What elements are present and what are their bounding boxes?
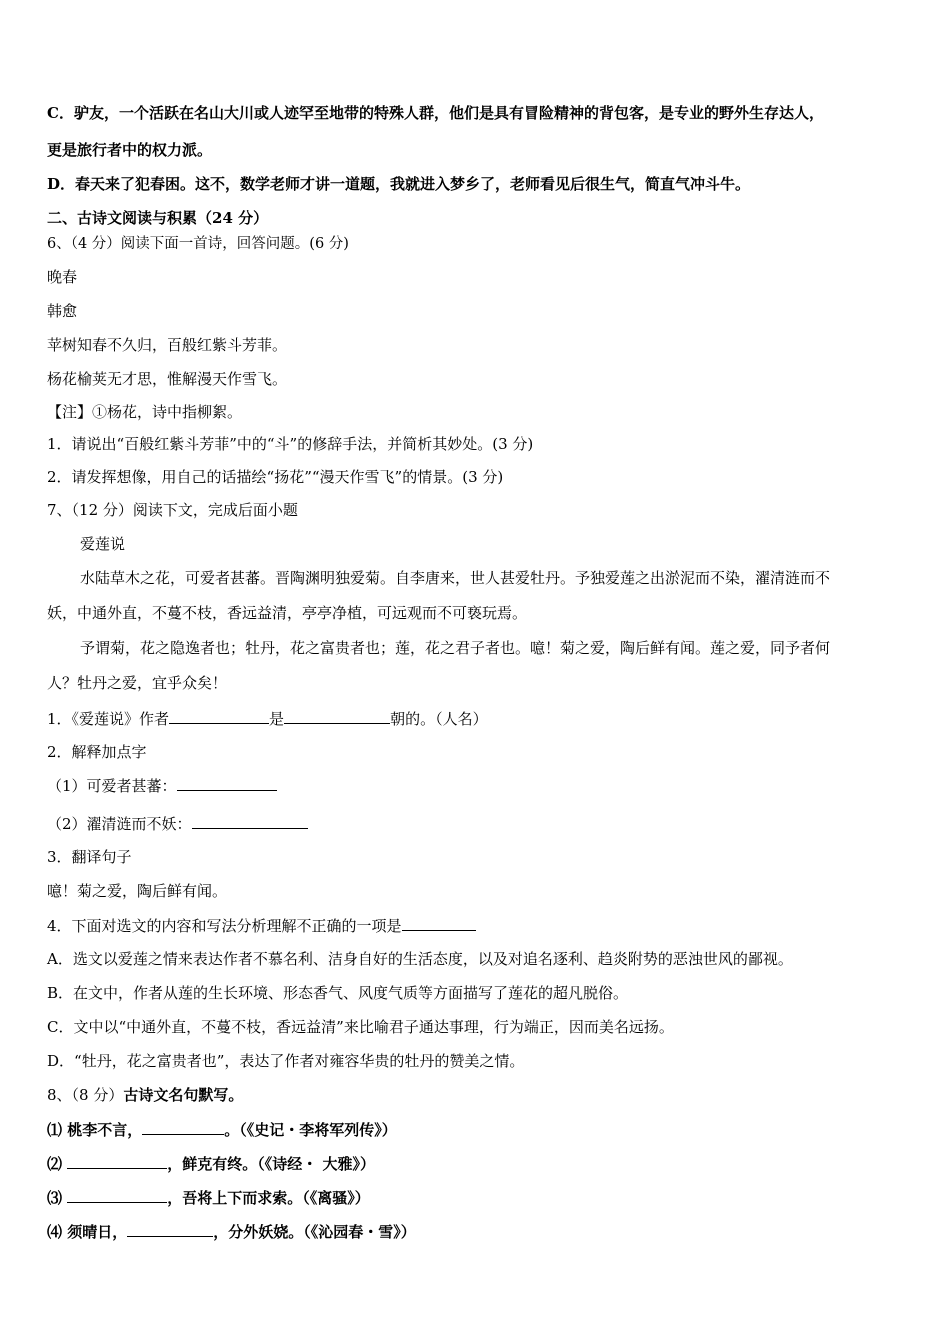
text-para2-line2: 人？牡丹之爱，宜乎众矣！ (47, 674, 228, 692)
q7-option-a: A．选文以爱莲之情来表达作者不慕名利、洁身自好的生活态度，以及对追名逐利、趋炎附势的恶浊世风的鄙视。 (47, 950, 793, 968)
q7-sub2-item1-label: （1）可爱者甚蕃： (47, 777, 177, 795)
q7-sub1-prefix: 1．《爱莲说》作者 (47, 710, 170, 728)
q8-intro (47, 1085, 243, 1105)
text-title: 爱莲说 (80, 535, 126, 553)
q7-sub1 (47, 708, 488, 729)
q8-item-4 (47, 1221, 416, 1242)
poem-author: 韩愈 (47, 302, 78, 320)
q7-sub3-sentence: 噫！菊之爱，陶后鲜有闻。 (47, 882, 228, 900)
q6-sub1: 1．请说出“百般红紫斗芳菲”中的“斗”的修辞手法，并简析其妙处。(3 分) (47, 435, 534, 453)
q8-item4-suffix: ，分外妖娆。（《沁园春・雪》） (213, 1223, 416, 1241)
answer-blank-q8-3[interactable] (67, 1187, 167, 1203)
q7-intro: 7、（12 分）阅读下文，完成后面小题 (47, 501, 298, 519)
poem-note: 【注】①杨花，诗中指柳絮。 (47, 403, 243, 421)
q6-sub2: 2．请发挥想像，用自己的话描绘“扬花”“漫天作雪飞”的情景。(3 分) (47, 468, 504, 486)
q7-option-c: C．文中以“中通外直，不蔓不枝，香远益清”来比喻君子通达事理，行为端正，因而美名远扬。 (47, 1018, 674, 1036)
q7-sub2-item2-label: （2）濯清涟而不妖： (47, 815, 192, 833)
section-heading: 二、古诗文阅读与积累（24 分） (47, 209, 269, 227)
q8-item-2 (47, 1153, 375, 1174)
q7-sub2: 2．解释加点字 (47, 743, 147, 761)
answer-blank-dynasty[interactable] (284, 708, 390, 724)
q5-option-d: D．春天来了犯春困。这不，数学老师才讲一道题，我就进入梦乡了，老师看见后很生气，简直气冲斗牛。 (47, 175, 751, 193)
answer-blank-q8-2[interactable] (67, 1153, 167, 1169)
answer-blank-author[interactable] (169, 708, 269, 724)
q7-sub2-item2 (47, 813, 308, 834)
q7-sub2-item1 (47, 775, 277, 796)
q7-option-b: B．在文中，作者从莲的生长环境、形态香气、风度气质等方面描写了莲花的超凡脱俗。 (47, 984, 629, 1002)
q8-item3-prefix: ⑶ (47, 1189, 68, 1207)
q8-item1-suffix: 。（《史记・李将军列传》） (224, 1121, 397, 1139)
q6-intro: 6、（4 分）阅读下面一首诗，回答问题。(6 分) (47, 236, 349, 252)
q8-item-3 (47, 1187, 370, 1208)
poem-line-1: 苹树知春不久归，百般红紫斗芳菲。 (47, 336, 288, 354)
q7-sub1-mid: 是 (269, 710, 285, 728)
q8-item3-suffix: ，吾将上下而求索。（《离骚》） (167, 1189, 370, 1207)
answer-blank-choice[interactable] (402, 915, 476, 931)
q8-intro-number: 8、（8 分） (47, 1086, 124, 1104)
q5-option-c-line1: C．驴友，一个活跃在名山大川或人迹罕至地带的特殊人群，他们是具有冒险精神的背包客，是专业的野外生存达人， (47, 104, 824, 122)
poem-title: 晚春 (47, 268, 78, 286)
q8-item4-prefix: ⑷ 须晴日， (47, 1223, 128, 1241)
answer-blank-q8-1[interactable] (142, 1119, 224, 1135)
q8-item2-prefix: ⑵ (47, 1155, 68, 1173)
q8-item2-suffix: ，鲜克有终。（《诗经・ 大雅》） (167, 1155, 375, 1173)
q8-intro-title: 古诗文名句默写。 (123, 1086, 244, 1104)
q8-item-1 (47, 1119, 397, 1140)
q7-sub3: 3．翻译句子 (47, 848, 132, 866)
q7-sub4-stem: 4．下面对选文的内容和写法分析理解不正确的一项是 (47, 917, 402, 935)
q7-sub1-suffix: 朝的。（人名） (390, 710, 488, 728)
q5-option-c-line2: 更是旅行者中的权力派。 (47, 141, 213, 159)
text-para1-line2: 妖，中通外直，不蔓不枝，香远益清，亭亭净植，可远观而不可亵玩焉。 (47, 604, 528, 622)
answer-blank-yao[interactable] (192, 813, 308, 829)
answer-blank-q8-4[interactable] (127, 1221, 213, 1237)
q8-item1-prefix: ⑴ 桃李不言， (47, 1121, 143, 1139)
q7-option-d: D．“牡丹，花之富贵者也”，表达了作者对雍容华贵的牡丹的赞美之情。 (47, 1052, 525, 1070)
q7-sub4 (47, 915, 476, 936)
text-para2-line1: 予谓菊，花之隐逸者也；牡丹，花之富贵者也；莲，花之君子者也。噫！菊之爱，陶后鲜有闻。莲之爱，同予者何 (80, 639, 831, 657)
poem-line-2: 杨花榆荚无才思，惟解漫天作雪飞。 (47, 370, 288, 388)
text-para1-line1: 水陆草木之花，可爱者甚蕃。晋陶渊明独爱菊。自李唐来，世人甚爱牡丹。予独爱莲之出淤泥而不染，濯清涟而不 (80, 569, 831, 587)
answer-blank-fan[interactable] (177, 775, 277, 791)
